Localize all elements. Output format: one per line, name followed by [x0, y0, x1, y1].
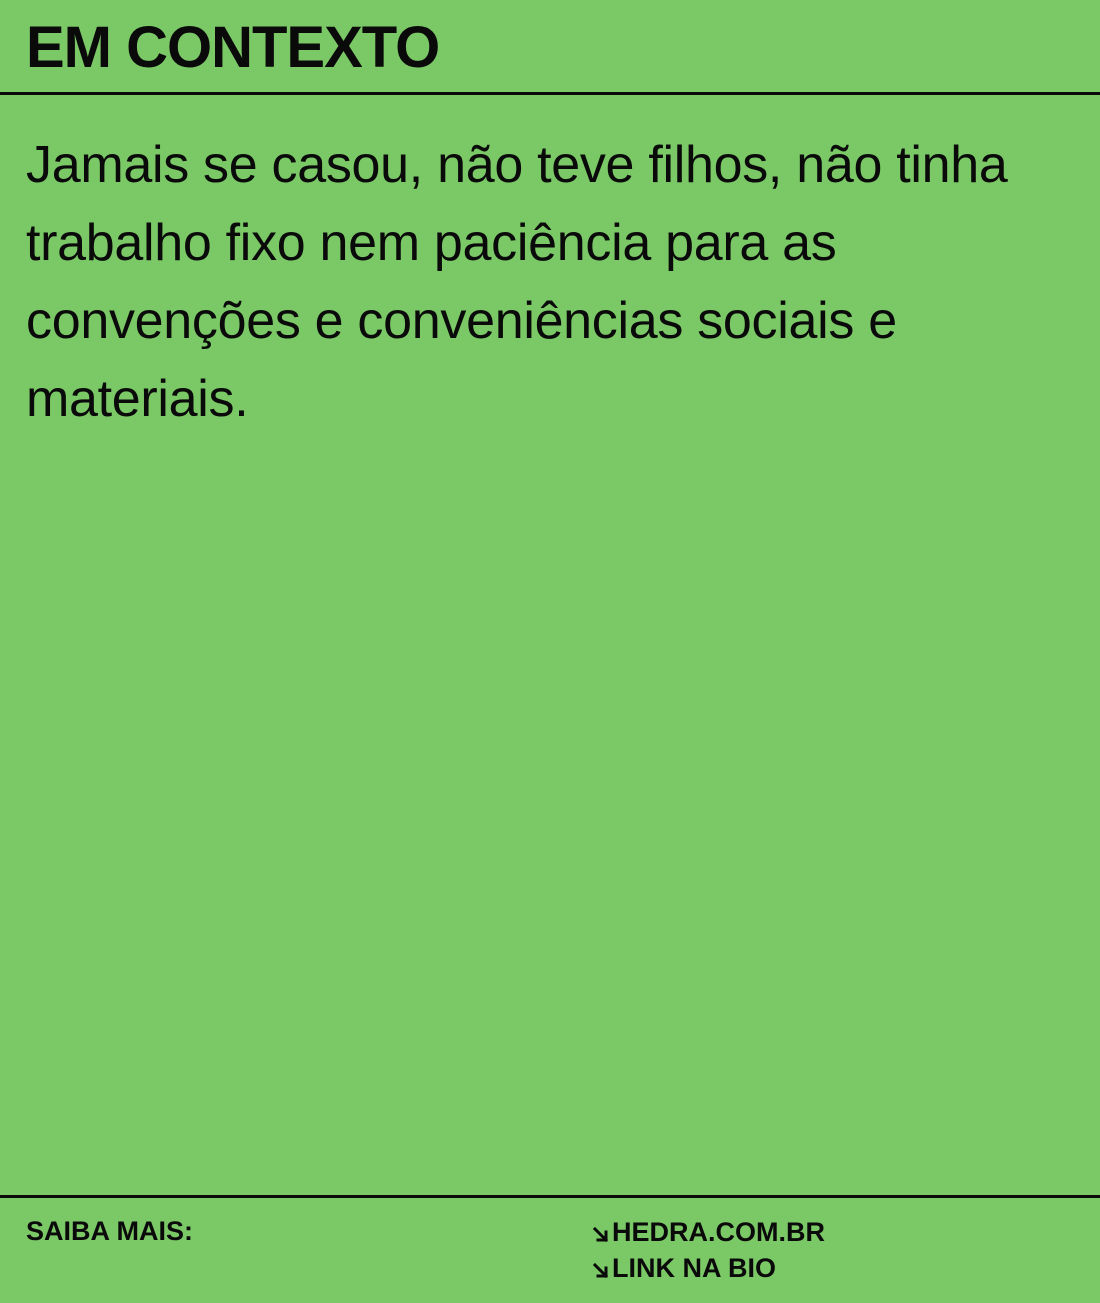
- header: [0, 0, 1100, 95]
- website-link-label: HEDRA.COM.BR: [612, 1217, 825, 1247]
- arrow-down-right-icon: [592, 1262, 610, 1280]
- body-text: Jamais se casou, não teve filhos, não tinha trabalho fixo nem paciência para as convenções e conveniências sociais e materiais.: [26, 136, 1008, 428]
- website-link[interactable]: [592, 1214, 825, 1250]
- bio-link-label: LINK NA BIO: [612, 1253, 776, 1283]
- arrow-down-right-icon: [592, 1226, 610, 1244]
- page-title: EM CONTEXTO: [26, 15, 440, 80]
- footer-links: [592, 1214, 825, 1286]
- footer-label: SAIBA MAIS:: [26, 1216, 193, 1246]
- bio-link[interactable]: [592, 1250, 825, 1286]
- footer: [0, 1195, 1100, 1303]
